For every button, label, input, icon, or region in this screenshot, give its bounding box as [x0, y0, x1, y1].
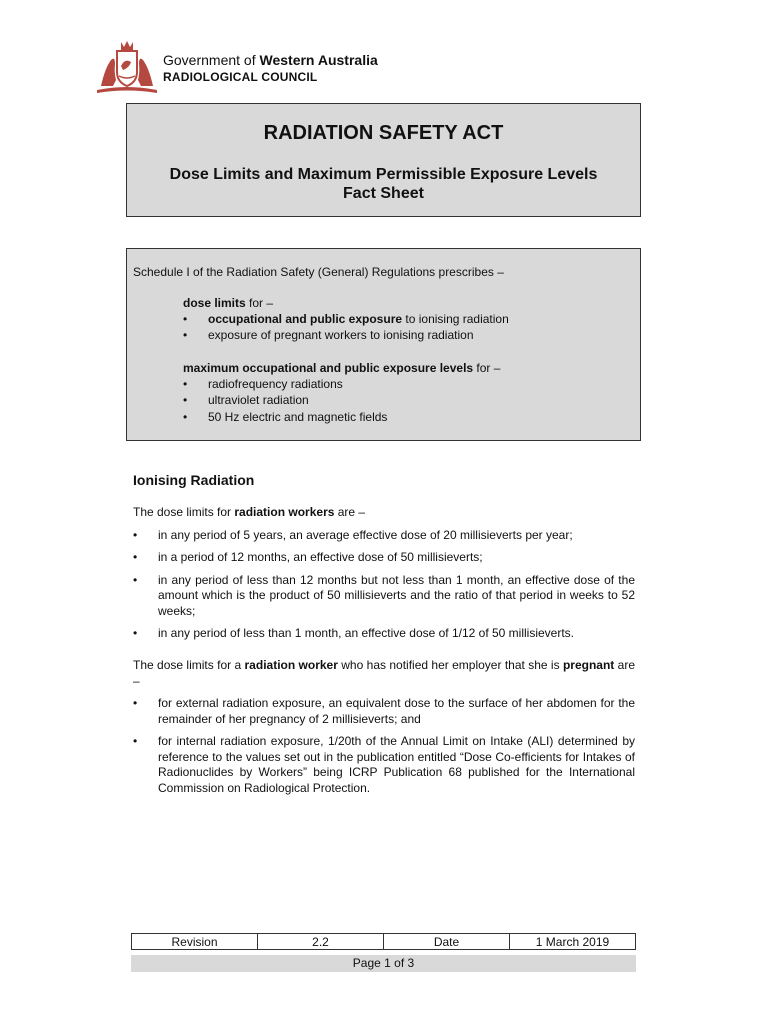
revision-value: 2.2 — [258, 934, 384, 950]
workers-intro-bold: radiation workers — [234, 505, 335, 519]
list-item-text: to ionising radiation — [402, 312, 509, 326]
pregnant-intro-text-2: who has notified her employer that she is — [337, 658, 563, 672]
dose-limits-list — [183, 311, 509, 344]
list-item-text: exposure of pregnant workers to ionising radiation — [208, 328, 474, 343]
council-name: RADIOLOGICAL COUNCIL — [163, 70, 318, 84]
pregnant-intro — [133, 658, 635, 689]
wa-coat-of-arms-icon — [95, 38, 159, 96]
list-item: • for external radiation exposure, an equivalent dose to the surface of her abdomen for the remainder of her pregnancy of 2 millisieverts; and — [133, 696, 635, 727]
list-item: • in any period of less than 12 months but not less than 1 month, an effective dose of the amount which is the product of 50 millisieverts and the ratio of that period in weeks to 52 weeks; — [133, 573, 635, 620]
list-item: • ultraviolet radiation — [183, 392, 500, 408]
government-line — [163, 52, 378, 68]
workers-intro-text: The dose limits for — [133, 505, 235, 519]
max-exposure-heading-bold: maximum occupational and public exposure levels — [183, 361, 474, 375]
list-item: • in any period of 5 years, an average effective dose of 20 millisieverts per year; — [133, 528, 635, 544]
schedule-intro: Schedule I of the Radiation Safety (General) Regulations prescribes – — [133, 265, 504, 279]
document-subtitle — [127, 165, 640, 203]
government-state: Western Australia — [259, 52, 378, 68]
page-number: Page 1 of 3 — [131, 955, 636, 972]
list-item: • in a period of 12 months, an effective dose of 50 millisieverts; — [133, 550, 635, 566]
dose-limits-heading-bold: dose limits — [183, 296, 246, 310]
dose-limits-group — [183, 295, 509, 344]
worker-limits-list — [133, 528, 635, 642]
workers-section — [133, 505, 635, 649]
government-prefix: Government of — [163, 52, 260, 68]
schedule-box — [126, 248, 641, 441]
pregnant-intro-text-1: The dose limits for a — [133, 658, 245, 672]
list-item — [183, 327, 509, 343]
list-item: • for internal radiation exposure, 1/20th of the Annual Limit on Intake (ALI) determined by reference to the values set out in the publication entitled “Dose Co-efficients for Intakes of Radionuclides by Workers” being ICRP Publication 68 published for the International Commission on Radiological Protection. — [133, 734, 635, 796]
pregnant-intro-text-3: are – — [133, 658, 636, 688]
workers-intro — [133, 505, 635, 521]
section-heading-ionising: Ionising Radiation — [133, 472, 255, 488]
subtitle-line-1: Dose Limits and Maximum Permissible Exposure Levels — [169, 166, 598, 183]
pregnant-intro-bold-1: radiation worker — [244, 658, 338, 672]
pregnant-limits-list — [133, 696, 635, 796]
date-value: 1 March 2019 — [510, 934, 636, 950]
revision-label: Revision — [132, 934, 258, 950]
workers-intro-end: are – — [334, 505, 366, 519]
pregnant-intro-bold-2: pregnant — [562, 658, 615, 672]
list-item-bold: occupational and public exposure — [208, 312, 403, 326]
dose-limits-heading-rest: for – — [245, 296, 274, 310]
max-exposure-group — [183, 360, 500, 425]
subtitle-line-2: Fact Sheet — [343, 185, 424, 202]
max-exposure-heading-rest: for – — [473, 361, 501, 375]
list-item: • radiofrequency radiations — [183, 376, 500, 392]
title-box — [126, 103, 641, 217]
table-row — [132, 934, 636, 950]
list-item: • 50 Hz electric and magnetic fields — [183, 409, 500, 425]
date-label: Date — [384, 934, 510, 950]
revision-table — [131, 933, 636, 950]
max-exposure-list — [183, 376, 500, 425]
pregnant-section — [133, 658, 635, 803]
list-item — [183, 311, 509, 327]
dose-limits-heading — [183, 295, 509, 311]
document-title: RADIATION SAFETY ACT — [263, 122, 504, 144]
max-exposure-heading — [183, 360, 500, 376]
list-item: • in any period of less than 1 month, an effective dose of 1/12 of 50 millisieverts. — [133, 626, 635, 642]
